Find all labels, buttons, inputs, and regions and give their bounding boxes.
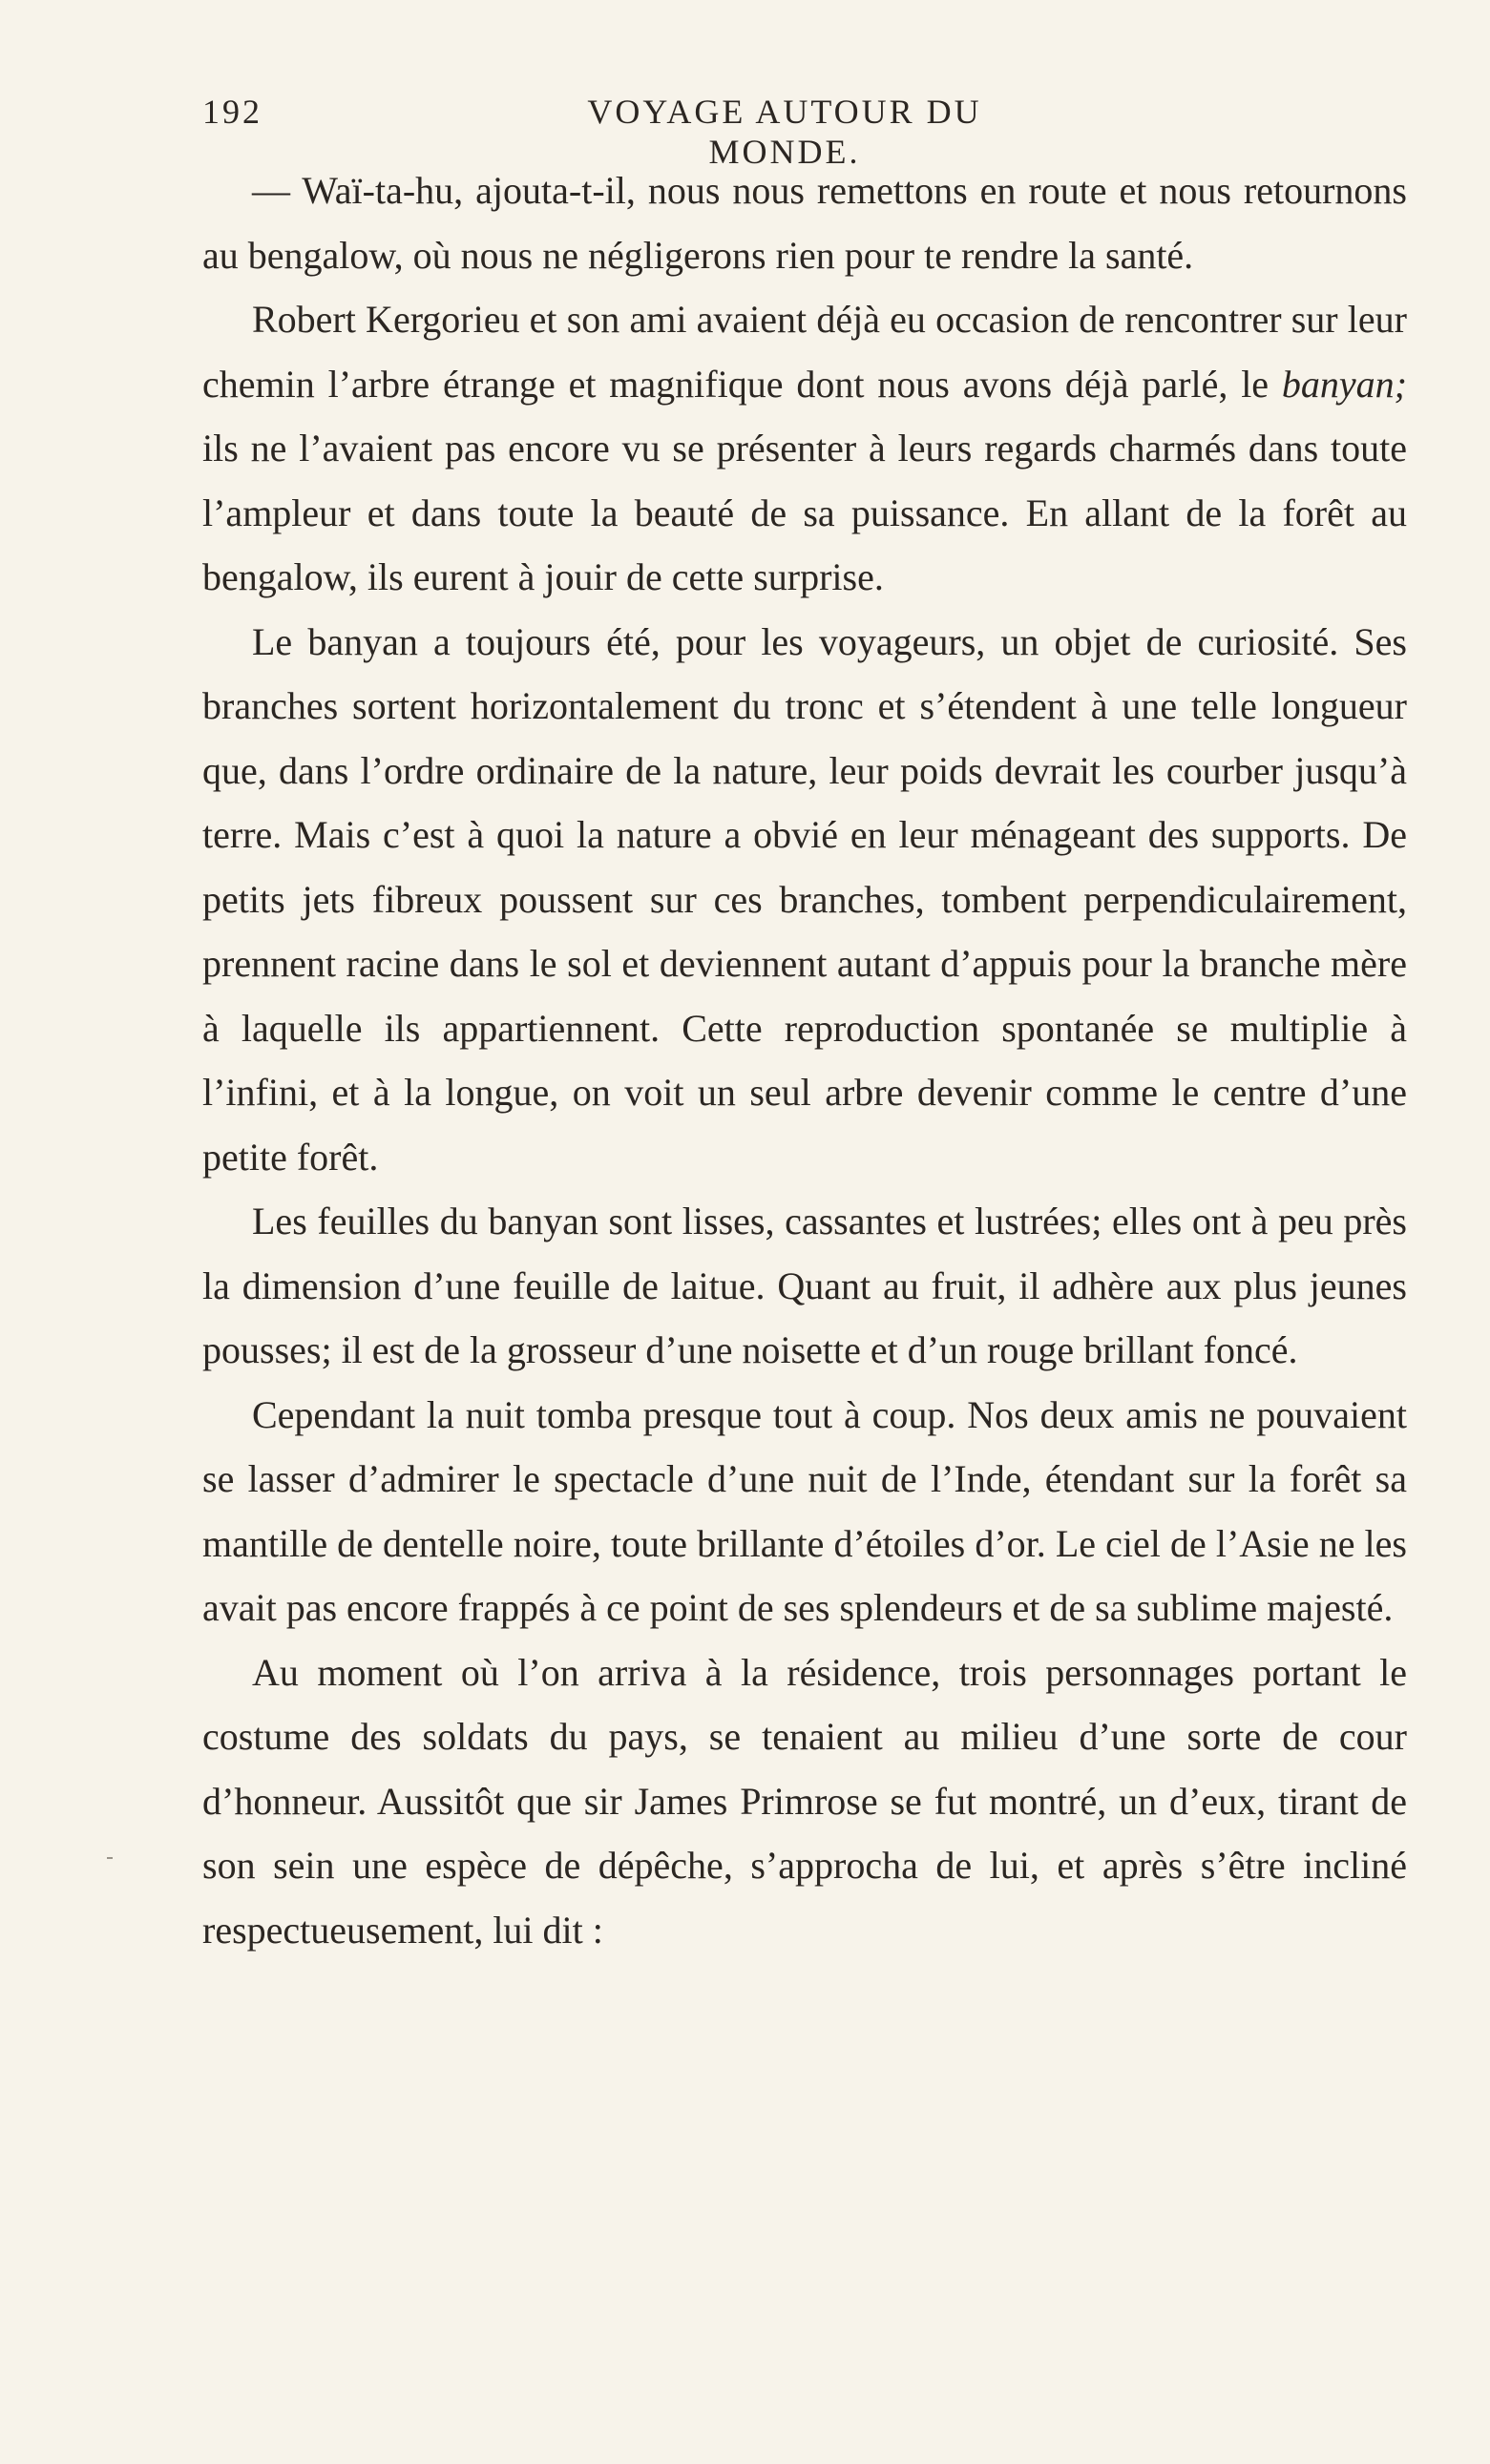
paragraph-3: Le banyan a toujours été, pour les voyageurs, un objet de curiosité. Ses branches sortent horizontalement du tronc et s’étendent à une telle longueur que, dans l’ordre ordinaire de la nature, leur poids devrait les courber jusqu’à terre. Mais c’est à quoi la nature a obvié en leur ménageant des supports. De petits jets fibreux poussent sur ces branches, tombent perpendiculairement, prennent racine dans le sol et deviennent autant d’appuis pour la branche mère à laquelle ils appartiennent. Cette reproduction spontanée se multiplie à l’infini, et à la longue, on voit un seul arbre devenir comme le centre d’une petite forêt.: [202, 619, 1407, 1179]
page-number: 192: [202, 93, 262, 131]
running-title: VOYAGE AUTOUR DU MONDE.: [587, 93, 982, 171]
paragraph-2-before: Robert Kergorieu et son ami avaient déjà eu occasion de rencontrer sur leur chemin l’arbre étrange et magnifique dont nous avons déjà parlé, le: [202, 298, 1407, 406]
paragraph-2-emphasis: banyan;: [1281, 362, 1407, 406]
paragraph-2-after: ils ne l’avaient pas encore vu se présenter à leurs regards charmés dans toute l’ampleur et dans toute la beauté de sa puissance. En allant de la forêt au bengalow, ils eurent à jouir de cette surprise.: [202, 427, 1407, 598]
paragraph-6: Au moment où l’on arriva à la résidence, trois personnages portant le costume des soldats du pays, se tenaient au milieu d’une sorte de cour d’honneur. Aussitôt que sir James Primrose se fut montré, un d’eux, tirant de son sein une espèce de dépêche, s’approcha de lui, et après s’être incliné respectueusement, lui dit :: [202, 1650, 1407, 1952]
paragraph-1: — Waï-ta-hu, ajouta-t-il, nous nous remettons en route et nous retournons au bengalow, où nous ne négligerons rien pour te rendre la santé.: [202, 169, 1407, 277]
page-header: [202, 92, 1407, 171]
margin-speck: [107, 1857, 113, 1859]
paragraph-2: [202, 287, 1407, 610]
paragraph-5: Cependant la nuit tomba presque tout à coup. Nos deux amis ne pouvaient se lasser d’admirer le spectacle d’une nuit de l’Inde, étendant sur la forêt sa mantille de dentelle noire, toute brillante d’étoiles d’or. Le ciel de l’Asie ne les avait pas encore frappés à ce point de ses splendeurs et de sa sublime majesté.: [202, 1392, 1407, 1629]
body-text: [202, 158, 1407, 1962]
paragraph-4: Les feuilles du banyan sont lisses, cassantes et lustrées; elles ont à peu près la dimension d’une feuille de laitue. Quant au fruit, il adhère aux plus jeunes pousses; il est de la grosseur d’une noisette et d’un rouge brillant foncé.: [202, 1200, 1407, 1371]
